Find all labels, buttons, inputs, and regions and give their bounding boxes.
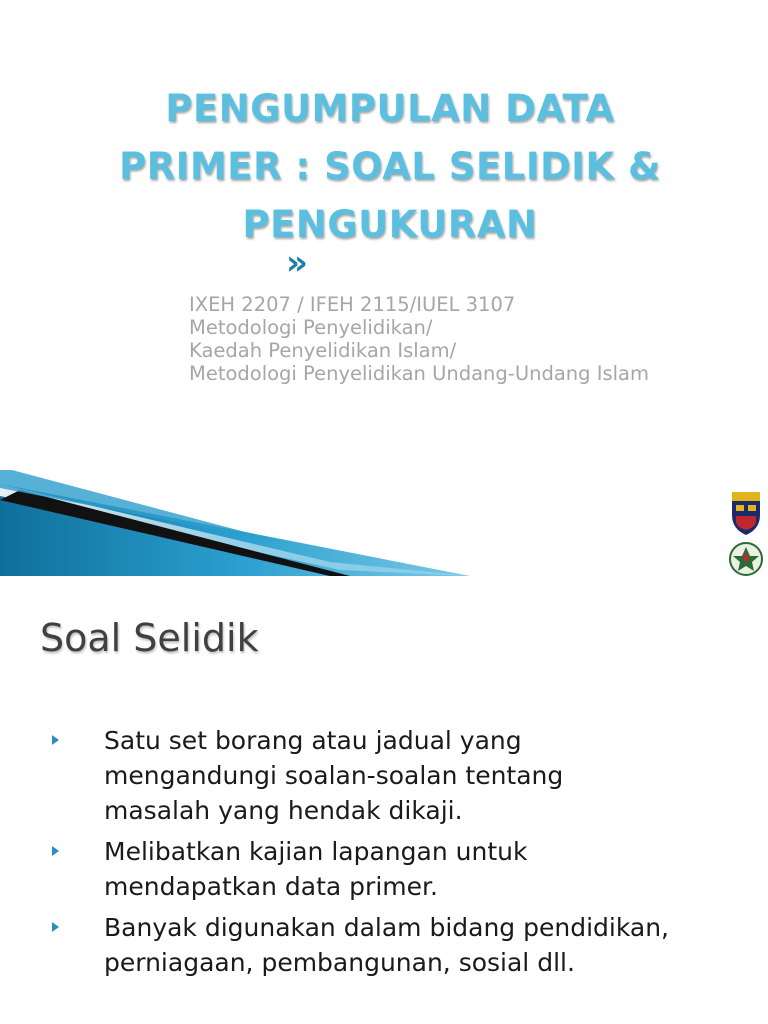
triangle-bullet-icon <box>52 922 59 932</box>
triangle-bullet-icon <box>52 735 59 745</box>
subtitle-line: IXEH 2207 / IFEH 2115/IUEL 3107 <box>189 293 516 316</box>
list-item <box>50 723 740 828</box>
decorative-swoosh-banner <box>0 470 470 576</box>
title-line: PENGUMPULAN DATA <box>165 87 615 130</box>
bullet-line: perniagaan, pembangunan, sosial dll. <box>104 948 575 977</box>
chevron-right-icon: » <box>286 243 308 283</box>
list-item <box>50 910 740 980</box>
bullet-line: Banyak digunakan dalam bidang pendidikan, <box>104 913 669 942</box>
university-crest-icon <box>724 489 768 576</box>
bullet-line: mengandungi soalan-soalan tentang <box>104 761 564 790</box>
content-slide <box>0 576 768 1024</box>
bullet-line: Satu set borang atau jadual yang <box>104 726 522 755</box>
subtitle-line: Metodologi Penyelidikan/ <box>189 316 433 339</box>
triangle-bullet-icon <box>52 846 59 856</box>
bullet-line: Melibatkan kajian lapangan untuk <box>104 837 528 866</box>
course-subtitle <box>189 293 749 385</box>
bullet-line: mendapatkan data primer. <box>104 872 438 901</box>
slide-title <box>80 80 700 254</box>
title-line: PENGUKURAN <box>242 203 538 246</box>
slide-heading: Soal Selidik <box>40 616 259 660</box>
subtitle-line: Kaedah Penyelidikan Islam/ <box>189 339 457 362</box>
list-item <box>50 834 740 904</box>
subtitle-line: Metodologi Penyelidikan Undang-Undang Islam <box>189 362 649 385</box>
bullet-line: masalah yang hendak dikaji. <box>104 796 463 825</box>
title-line: PRIMER : SOAL SELIDIK & <box>119 145 661 188</box>
bullet-list <box>50 723 740 986</box>
